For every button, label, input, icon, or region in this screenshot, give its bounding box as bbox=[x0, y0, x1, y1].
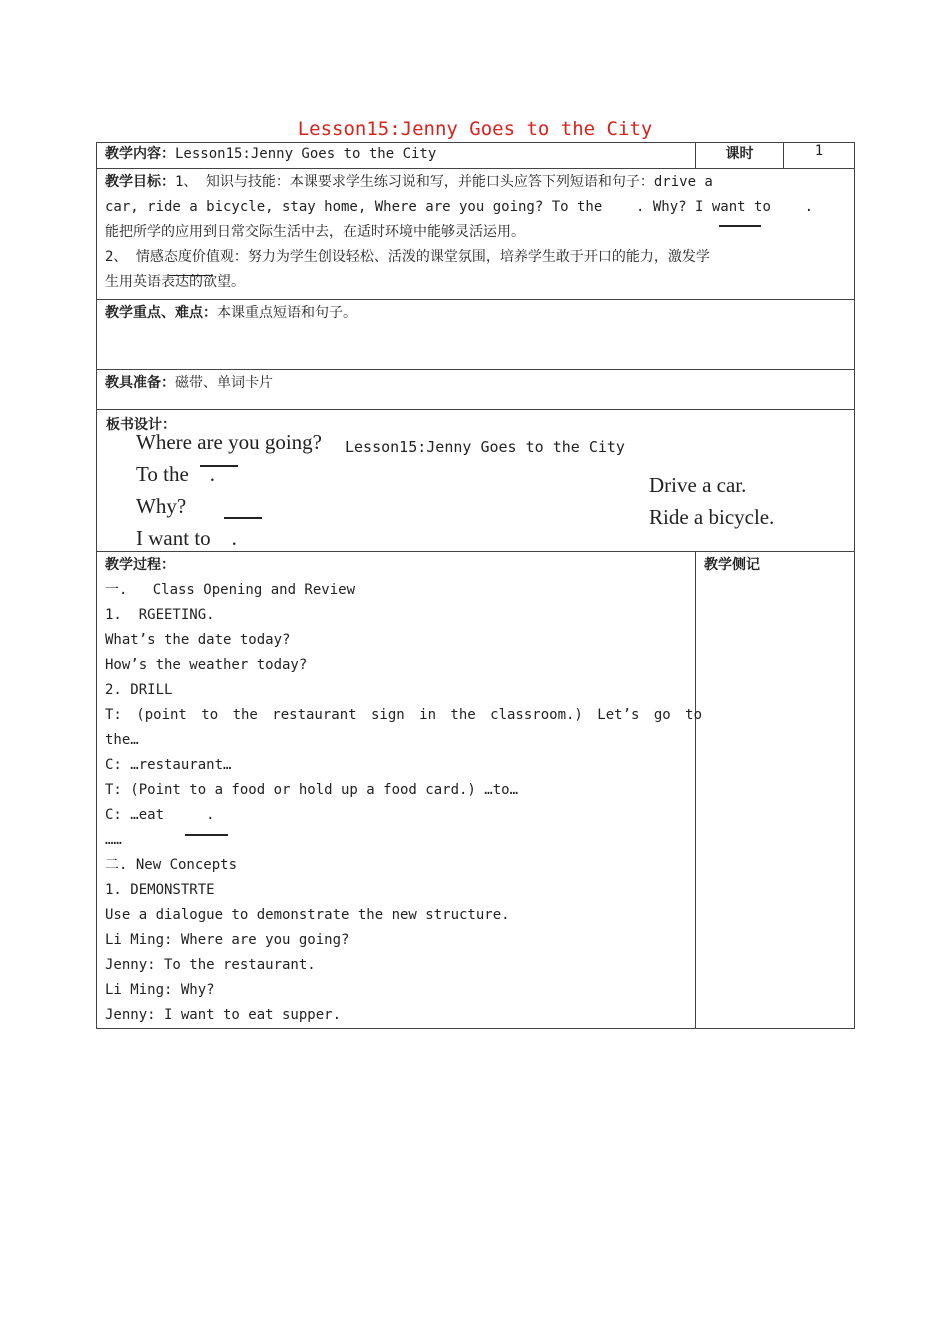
objectives-row bbox=[97, 169, 855, 300]
blank-underline bbox=[169, 275, 213, 276]
key-points-value: 本课重点短语和句子。 bbox=[217, 305, 357, 321]
blank-underline bbox=[185, 834, 228, 836]
process-cell bbox=[97, 552, 703, 1029]
board-answer-2: I want to . bbox=[136, 526, 237, 550]
objectives-cell bbox=[97, 169, 855, 300]
process-line: Jenny: To the restaurant. bbox=[105, 957, 316, 973]
process-label: 教学过程： bbox=[105, 557, 175, 573]
key-points-label: 教学重点、难点： bbox=[105, 305, 217, 321]
objectives-label: 教学目标： bbox=[105, 174, 175, 190]
blank-underline bbox=[200, 465, 238, 467]
objectives-line-2: car, ride a bicycle, stay home, Where are you going? To the . Why? I want to . bbox=[105, 199, 814, 215]
process-line: 1. RGEETING. bbox=[105, 607, 215, 623]
side-notes-cell bbox=[696, 552, 855, 1029]
process-line: 一. Class Opening and Review bbox=[105, 582, 356, 598]
key-points-cell bbox=[97, 300, 855, 370]
materials-row bbox=[97, 370, 855, 410]
board-design-cell bbox=[97, 410, 855, 552]
process-line: T: (Point to a food or hold up a food card.) …to… bbox=[105, 782, 519, 798]
document-title: Lesson15:Jenny Goes to the City bbox=[297, 118, 653, 140]
process-line: Li Ming: Why? bbox=[105, 982, 215, 998]
period-value: 1 bbox=[784, 143, 855, 169]
process-line: C: …eat . bbox=[105, 807, 215, 823]
board-label: 板书设计： bbox=[106, 417, 176, 433]
blank-underline bbox=[224, 517, 262, 519]
materials-value: 磁带、单词卡片 bbox=[175, 375, 273, 391]
process-row bbox=[97, 552, 855, 1029]
board-answer-1: To the . bbox=[136, 462, 216, 486]
process-line: 1. DEMONSTRTE bbox=[105, 882, 215, 898]
objectives-line-3: 能把所学的应用到日常交际生活中去，在适时环境中能够灵活运用。 bbox=[105, 224, 525, 240]
period-label: 课时 bbox=[696, 143, 784, 169]
process-line: Use a dialogue to demonstrate the new structure. bbox=[105, 907, 510, 923]
board-phrase-1: Drive a car. bbox=[649, 473, 747, 497]
process-line: What’s the date today? bbox=[105, 632, 291, 648]
objectives-line-1: 1、 知识与技能：本课要求学生练习说和写，并能口头应答下列短语和句子：drive a bbox=[175, 174, 713, 190]
key-points-row bbox=[97, 300, 855, 370]
board-row bbox=[97, 410, 855, 552]
process-line: the… bbox=[105, 732, 139, 748]
process-line: 二. New Concepts bbox=[105, 857, 238, 873]
content-row bbox=[97, 143, 855, 169]
content-value: Lesson15:Jenny Goes to the City bbox=[175, 146, 437, 162]
side-notes-label: 教学侧记 bbox=[704, 557, 760, 573]
materials-label: 教具准备： bbox=[105, 375, 175, 391]
lesson-plan-table bbox=[96, 142, 855, 1029]
content-cell bbox=[97, 143, 696, 169]
process-line: Jenny: I want to eat supper. bbox=[105, 1007, 342, 1023]
process-line: T: (point to the restaurant sign in the classroom.) Let’s go to bbox=[105, 707, 703, 723]
board-question-1: Where are you going? bbox=[136, 430, 322, 454]
board-lesson-title: Lesson15:Jenny Goes to the City bbox=[345, 438, 625, 456]
materials-cell bbox=[97, 370, 855, 410]
objectives-line-5: 生用英语表达的欲望。 bbox=[105, 274, 245, 290]
objectives-line-4: 2、 情感态度价值观：努力为学生创设轻松、活泼的课堂氛围，培养学生敢于开口的能力，激发学 bbox=[105, 249, 710, 265]
process-line: How’s the weather today? bbox=[105, 657, 308, 673]
process-line: Li Ming: Where are you going? bbox=[105, 932, 350, 948]
board-phrase-2: Ride a bicycle. bbox=[649, 505, 775, 529]
process-line: 2. DRILL bbox=[105, 682, 173, 698]
content-label: 教学内容： bbox=[105, 146, 175, 162]
process-line: …… bbox=[105, 832, 122, 848]
blank-underline bbox=[719, 225, 761, 227]
process-line: C: …restaurant… bbox=[105, 757, 232, 773]
board-question-2: Why? bbox=[136, 494, 187, 518]
